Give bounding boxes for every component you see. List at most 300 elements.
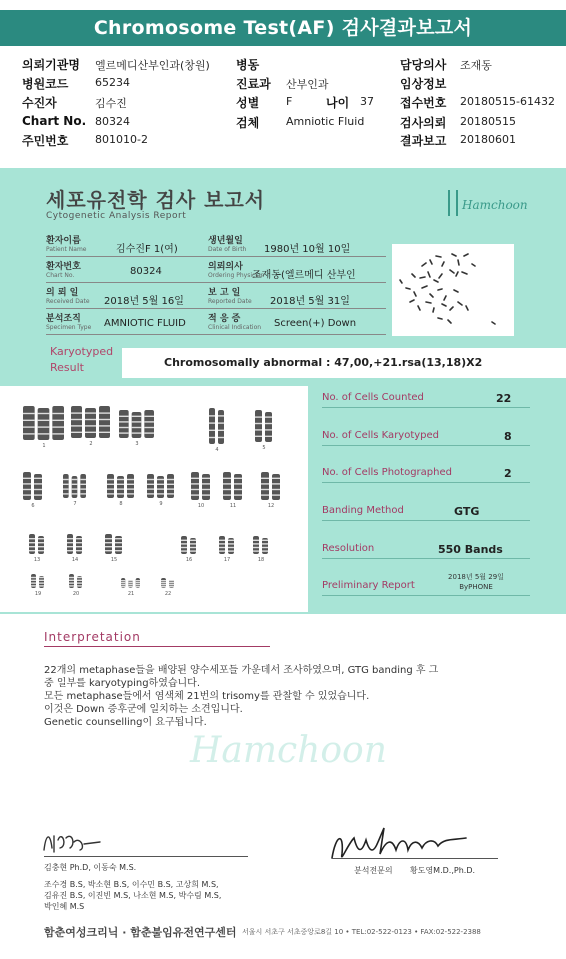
chromosome-band [23,478,31,479]
chromosome-band [99,432,110,433]
chromosome-band [99,412,110,413]
chromosome-band [107,493,114,494]
chromosome-band [117,484,124,485]
clinical-indication-field-value: Screen(+) Down [274,318,357,329]
patient-name-field-value: 김수진F 1(여) [116,244,178,255]
chromosome-band [71,412,82,413]
chromosome-number-label: 5 [262,445,266,451]
chromosome-band [255,423,262,424]
chromosome-band [117,493,124,494]
chromosome-band [272,478,280,479]
sex-value: F [286,95,293,108]
chromosome-band [107,488,114,489]
logo-mark-icon [448,190,458,216]
specimen-value: Amniotic Fluid [286,115,365,128]
interpretation-line: 중 일부를 karyotyping하였습니다. [44,678,201,689]
chart-no-field-value: 80324 [130,266,162,277]
doctor-label: 담당의사 [400,58,447,72]
chromosome-number-label: 13 [33,557,41,563]
chromosome-band [190,543,196,544]
chromosome-band [255,429,262,430]
chromosome-band [261,478,269,479]
chromosome-band [117,479,124,480]
chromosome-pair-14 [67,534,82,563]
patient-value: 김수진 [95,97,127,110]
chromosome-band [63,484,69,485]
chromosome-band [255,416,262,417]
patient-info-block [0,52,566,150]
chromosome-band [34,489,42,490]
chromosome-band [115,550,122,551]
chromosome-band [76,542,82,543]
karyogram-image [0,386,308,612]
cytogenetic-report-sheet [0,168,566,614]
chromosome-band [202,489,210,490]
result-report-value: 20180601 [460,133,516,146]
chromosome-pair-9 [147,474,174,507]
logo: Hamchoon [462,198,528,212]
chromosome-pair-6 [23,472,42,509]
chromosome-band [99,419,110,420]
chromosome-pair-15 [105,534,122,563]
chromosome-band [80,488,86,489]
footer-organization: 함춘여성크리닉 · 함춘불임유전연구센터 [44,926,237,939]
ordering-physician-field-value: 조재동(엘르메디 산부인 [252,270,356,281]
chromosome-number-label: 14 [71,557,79,563]
chromosome-band [72,484,78,485]
chromosome-pair-2 [71,406,110,447]
chromosome-band [52,426,64,427]
request-date-label: 검사의뢰 [400,116,447,130]
chromosome-band [169,584,174,585]
chromosome-pair-5 [255,410,272,451]
chromosome-band [71,419,82,420]
chromosome-number-label: 4 [215,447,219,453]
chromosome-band [23,489,31,490]
report-sheet-title: 세포유전학 검사 보고서 [46,188,266,212]
report-sheet-subtitle: Cytogenetic Analysis Report [46,211,187,221]
chromosome-pair-21 [121,578,140,597]
chromosome-band [167,493,174,494]
chromosome-band [132,432,142,433]
chromosome-band [190,540,196,541]
chromosome-band [253,550,259,551]
left-signature-line [44,856,248,857]
chromosome-pair-1 [23,406,64,449]
chromosome [99,406,110,438]
chromosome-band [218,437,224,438]
right-signature-line [332,858,498,859]
chromosome-band [29,546,35,547]
chromosome-pair-3 [119,410,154,447]
interpretation-line: 이것은 Down 증후군에 일치하는 소견입니다. [44,704,243,715]
chromosome-band [144,427,154,428]
resident-no-label: 주민번호 [22,134,69,148]
hospital-code-label: 병원코드 [22,77,69,91]
chromosome-band [85,432,96,433]
chromosome-band [77,585,82,586]
chromosome-band [39,585,44,586]
chromosome-band [99,425,110,426]
chromosome [71,406,82,438]
chromosome-band [23,426,35,427]
chromosome-number-label: 21 [127,591,135,597]
chromosome-number-label: 7 [73,501,77,507]
chromosome-band [181,540,187,541]
chromosome-band [167,479,174,480]
chromosome-band [265,423,272,424]
chromosome-band [38,550,44,551]
chromosome-number-label: 11 [229,503,237,509]
chromosome-band [63,479,69,480]
patient-label: 수진자 [22,96,57,110]
chromosome-band [191,483,199,484]
chromosome-band [136,586,140,587]
age-label: 나이 [326,96,350,110]
chromosome-number-label: 3 [135,441,139,447]
chromosome-band [223,494,231,495]
chromosome-number-label: 17 [223,557,231,563]
chromosome-band [147,488,154,489]
chromosome [23,406,35,440]
chromosome-pair-22 [161,578,174,597]
ward-label: 병동 [236,58,260,72]
field-row-divider [46,334,386,335]
field-row-divider [46,282,386,283]
chromosome-band [119,432,129,433]
chromosome-band [23,483,31,484]
chromosome-band [169,586,174,587]
chromosome-band [169,580,174,581]
interpretation-line: 모든 metaphase들에서 염색체 21번의 trisomy를 관찰할 수 있었습니다. [44,691,370,702]
staff-list: 조수경 B.S, 박소현 B.S, 이수민 B.S, 고상희 M.S, 김유진 B.S, 이진빈 M.S, 나소현 M.S, 박수림 M.S, 박인혜 M.S [44,880,222,911]
chromosome-band [117,488,124,489]
chromosome-band [218,415,224,416]
chromosome-pair-7 [63,474,86,507]
interpretation-text [44,664,524,729]
chromosome-pair-16 [181,536,196,563]
chromosome [255,410,262,442]
stat-row-preliminary-report: Preliminary Report 2018년 5월 29일 ByPHONE [322,576,530,596]
chromosome-band [234,478,242,479]
chromosome-band [161,584,166,585]
chromosome-band [209,437,215,438]
chromosome-number-label: 1 [42,443,46,449]
chromosome-band [38,433,50,434]
chromosome-pair-4 [209,408,224,453]
chromosome-band [262,540,268,541]
chromosome-pair-18 [253,536,268,563]
resident-no-value: 801010-2 [95,133,148,146]
chromosome-band [80,484,86,485]
chromosome-band [67,550,73,551]
chromosome-number-label: 9 [159,501,163,507]
chromosome-band [262,550,268,551]
chromosome-band [38,538,44,539]
chromosome-band [157,479,164,480]
chromosome-band [67,538,73,539]
chromosome-band [77,580,82,581]
chromosome-band [261,489,269,490]
chromosome-band [127,488,134,489]
specimen-type-field-label: 분석조직 Specimen Type [46,314,92,331]
interpretation-underline [44,646,270,647]
chromosome-pair-8 [107,474,134,507]
chromosome-band [115,546,122,547]
specimen-label: 검체 [236,116,260,130]
chromosome-band [38,546,44,547]
interpretation-title: Interpretation [44,630,141,644]
chromosome-band [76,546,82,547]
chromosome-band [228,547,234,548]
chromosome-band [228,543,234,544]
chromosome-number-label: 6 [31,503,35,509]
chromosome-number-label: 10 [197,503,205,509]
hospital-code-value: 65234 [95,76,130,89]
chromosome-band [77,577,82,578]
chromosome-band [127,493,134,494]
chromosome-band [127,484,134,485]
chromosome-band [115,542,122,543]
chromosome-band [253,540,259,541]
chromosome-band [157,484,164,485]
chromosome-band [29,542,35,543]
chromosome-band [272,494,280,495]
chromosome-band [63,488,69,489]
chromosome-band [52,420,64,421]
age-value: 37 [360,95,374,108]
chromosome-band [147,493,154,494]
chromosome-band [69,580,74,581]
chromosome-band [52,413,64,414]
specimen-type-field-value: AMNIOTIC FLUID [104,318,186,329]
karyogram-svg [0,386,308,612]
chromosome-pair-20 [69,574,82,597]
chromosome-band [157,493,164,494]
dob-field-value: 1980년 10월 10일 [264,244,351,255]
report-title-bar: Chromosome Test(AF) 검사결과보고서 [0,10,566,46]
chromosome-band [128,584,132,585]
chromosome-band [167,488,174,489]
chromosome-band [147,479,154,480]
chromosome-band [191,494,199,495]
field-row-divider [46,308,386,309]
chromosome-band [38,420,50,421]
chromosome-band [38,426,50,427]
chromosome-band [121,582,125,583]
chromosome-band [31,580,36,581]
chromosome-band [255,436,262,437]
karyotype-result-value: Chromosomally abnormal : 47,00,+21.rsa(13,18)X2 [122,348,566,378]
chromosome-number-label: 18 [257,557,265,563]
chromosome-band [119,416,129,417]
chromosome-band [190,550,196,551]
dob-field-label: 생년월일 Date of Birth [208,236,247,253]
chromosome-band [161,586,166,587]
interpretation-line: 22개의 metaphase들을 배양된 양수세포들 가운데서 조사하였으며, GTG banding 후 그 [44,665,439,676]
chromosome-band [265,416,272,417]
chromosome-band [132,416,142,417]
right-signer-title: 분석전문의 [354,866,393,875]
chromosome-number-label: 19 [34,591,42,597]
chromosome-band [23,494,31,495]
chromosome-band [105,542,112,543]
chromosome-number-label: 20 [72,591,80,597]
chromosome-number-label: 12 [267,503,275,509]
chromosome-number-label: 15 [110,557,118,563]
chromosome-band [136,582,140,583]
chromosome-pair-11 [223,472,242,509]
chart-no-field-label: 환자번호 Chart No. [46,262,81,279]
chromosome-band [85,425,96,426]
chromosome-band [161,582,166,583]
chromosome-number-label: 2 [89,441,93,447]
chromosome-band [29,538,35,539]
chromosome-band [67,546,73,547]
chromosome-band [265,429,272,430]
chromosome-number-label: 8 [119,501,123,507]
chromosome-band [121,586,125,587]
chromosome-band [119,427,129,428]
chromosome-pair-10 [191,472,210,509]
chromosome-band [67,542,73,543]
chromosome-band [262,547,268,548]
chromosome-band [23,420,35,421]
chromosome-band [80,493,86,494]
chromosome-band [71,425,82,426]
chromosome-band [144,421,154,422]
chromosome-band [31,582,36,583]
chromosome-band [23,433,35,434]
chromosome-band [219,550,225,551]
chromosome-band [219,543,225,544]
chromosome-band [219,547,225,548]
chromosome-band [38,413,50,414]
right-signature-image [326,824,476,868]
chromosome-band [261,494,269,495]
chromosome-band [72,488,78,489]
chromosome-band [39,580,44,581]
stat-row-cells-photographed: No. of Cells Photographed 2 [322,463,530,483]
chromosome-band [262,543,268,544]
chromosome-band [69,585,74,586]
clinical-indication-field-label: 적 응 증 Clinical Indication [208,314,262,331]
doctor-value: 조재동 [460,59,492,72]
chromosome-pair-12 [261,472,280,509]
chromosome-band [223,489,231,490]
chromosome-band [77,582,82,583]
footer-address: 서울시 서초구 서초중앙로8길 10 • TEL:02-522-0123 • FAX:02-522-2388 [242,928,481,936]
chromosome-band [71,432,82,433]
chromosome-band [128,580,132,581]
chromosome-band [34,483,42,484]
chromosome-band [223,478,231,479]
receipt-no-value: 20180515-61432 [460,95,555,108]
chromosome-band [209,430,215,431]
chromosome [218,410,224,444]
chromosome-band [157,488,164,489]
chromosome-band [121,580,125,581]
interpretation-line: Genetic counselling이 요구됩니다. [44,717,207,728]
chromosome-band [261,483,269,484]
chromosome [38,408,50,440]
chromosome-band [105,546,112,547]
chromosome-band [72,479,78,480]
stat-row-cells-counted: No. of Cells Counted 22 [322,388,530,408]
chromosome-pair-17 [219,536,234,563]
chromosome-band [191,489,199,490]
chromosome-band [202,494,210,495]
chromosome-band [218,430,224,431]
chromosome-band [115,538,122,539]
chromosome-band [202,478,210,479]
chromosome-band [167,484,174,485]
chromosome-band [132,427,142,428]
chromosome-band [52,433,64,434]
chromosome-pair-19 [31,574,44,597]
chromosome-band [69,577,74,578]
chromosome-band [128,582,132,583]
left-signature-image [40,826,110,856]
chromosome-band [219,540,225,541]
chromosome-band [107,484,114,485]
chromosome-band [38,542,44,543]
stat-row-banding-method: Banding Method GTG [322,501,530,521]
clinical-info-label: 임상정보 [400,77,447,91]
chromosome-band [29,550,35,551]
chromosome-band [209,422,215,423]
chromosome-band [218,422,224,423]
chromosome-number-label: 22 [164,591,172,597]
chromosome-band [119,421,129,422]
chromosome-band [136,580,140,581]
chromosome-band [228,540,234,541]
chromosome-band [253,547,259,548]
chromosome-band [147,484,154,485]
chromosome-band [202,483,210,484]
chromosome-band [105,538,112,539]
chromosome-band [234,483,242,484]
reported-date-field-value: 2018년 5월 31일 [270,296,350,307]
chromosome [209,408,215,444]
chromosome-band [161,580,166,581]
chart-no-label: Chart No. [22,114,87,128]
stat-row-cells-karyotyped: No. of Cells Karyotyped 8 [322,426,530,446]
request-date-value: 20180515 [460,115,516,128]
metaphase-spread-image [392,244,514,336]
chromosome-band [105,550,112,551]
chromosome-number-label: 16 [185,557,193,563]
chromosome-band [181,543,187,544]
karyotyped-result-label: Karyotyped Result [50,345,114,374]
chromosome-band [234,489,242,490]
chromosome-band [39,582,44,583]
chromosome-band [272,483,280,484]
received-date-field-value: 2018년 5월 16일 [104,296,184,307]
chromosome-band [85,419,96,420]
chromosome-band [181,550,187,551]
chromosome-band [144,432,154,433]
chromosome-band [31,577,36,578]
left-signer-names: 김충현 Ph.D, 이동숙 M.S. [44,863,137,872]
field-row-divider [46,256,386,257]
chromosome-band [31,585,36,586]
chromosome-band [39,577,44,578]
hamchoon-watermark: Hamchoon [190,730,387,771]
chromosome-band [76,538,82,539]
chromosome-band [34,494,42,495]
chromosome-band [228,550,234,551]
